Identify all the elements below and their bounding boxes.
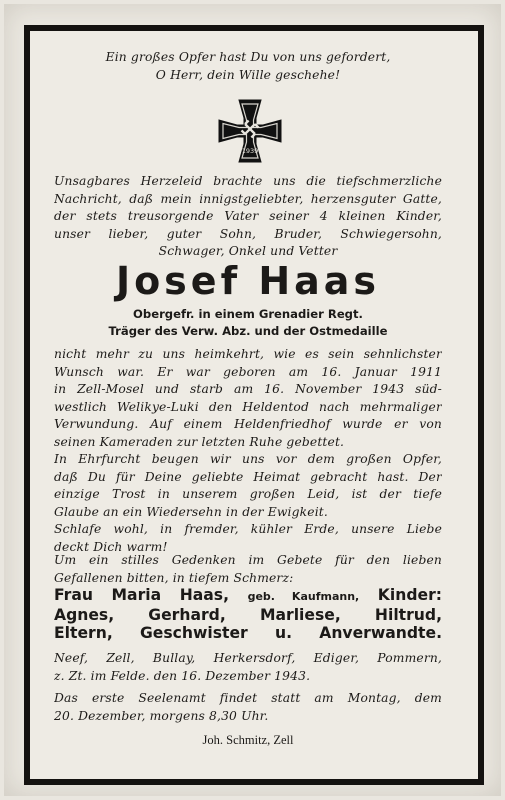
widow-maiden-name: geb. Kaufmann, (247, 590, 360, 603)
rank-line: Träger des Verw. Abz. und der Ostmedaille (108, 324, 388, 338)
places-line: Neef, Zell, Bullay, Herkersdorf, Ediger, Pommern, (54, 651, 442, 665)
body-line: Verwundung. Auf einem Heldenfriedhof wurde er von (54, 417, 442, 431)
intro-line: Schwager, Onkel und Vetter (158, 244, 338, 258)
body-line: seinen Kameraden zur letzten Ruhe gebettet. (54, 434, 345, 449)
mass-line: 20. Dezember, morgens 8,30 Uhr. (54, 708, 269, 723)
family-names (54, 586, 442, 642)
family-line: Eltern, Geschwister u. Anverwandte. (54, 624, 442, 642)
places-text (54, 650, 442, 685)
body-line: Schlafe wohl, in fremder, kühler Erde, unsere Liebe (54, 522, 442, 536)
body-line: in Zell-Mosel und starb am 16. November 1943 süd- (54, 382, 442, 396)
places-line: z. Zt. im Felde. den 16. Dezember 1943. (54, 668, 311, 683)
intro-line: der stets treusorgende Vater seiner 4 kleinen Kinder, (54, 209, 442, 223)
body-line: Glaube an ein Wiedersehn in der Ewigkeit. (54, 504, 328, 519)
cross-year: 1939 (241, 147, 259, 155)
children-label: Kinder: (377, 586, 442, 604)
rank-text (54, 306, 442, 340)
request-text (54, 552, 442, 587)
rank-line: Obergefr. in einem Grenadier Regt. (133, 307, 363, 321)
body-line: westlich Welikye-Luki den Heldentod nach mehrmaliger (54, 399, 442, 414)
body-line: In Ehrfurcht beugen wir uns vor dem großen Opfer, (54, 452, 442, 466)
body-line: daß Du für Deine geliebte Heimat gebracht hast. Der (54, 469, 442, 484)
mass-text (54, 690, 442, 725)
mass-line: Das erste Seelenamt findet statt am Montag, dem (54, 691, 442, 705)
widow-name: Frau Maria Haas, (54, 586, 229, 604)
prayer-text (54, 49, 442, 84)
request-line: Gefallenen bitten, in tiefem Schmerz: (54, 570, 294, 585)
prayer-line: O Herr, dein Wille geschehe! (155, 67, 341, 82)
printer-credit: Joh. Schmitz, Zell (202, 733, 294, 747)
body-line: Wunsch war. Er war geboren am 16. Januar 1911 (54, 364, 442, 379)
deceased-name: Josef Haas (115, 259, 381, 303)
intro-line: Nachricht, daß mein innigstgeliebter, herzensguter Gatte, (54, 191, 442, 206)
iron-cross-icon (217, 98, 283, 164)
body-text (54, 346, 442, 556)
intro-line: unser lieber, guter Sohn, Bruder, Schwiegersohn, (54, 226, 442, 241)
family-line (54, 586, 442, 606)
body-line: einzige Trost in unserem großen Leid, ist der tiefe (54, 487, 442, 501)
body-line: deckt Dich warm! (54, 539, 168, 554)
family-line: Agnes, Gerhard, Marliese, Hiltrud, (54, 606, 442, 624)
request-line: Um ein stilles Gedenken im Gebete für den lieben (54, 553, 442, 567)
prayer-line: Ein großes Opfer hast Du von uns gefordert, (105, 50, 391, 64)
intro-text (54, 173, 442, 261)
intro-line: Unsagbares Herzeleid brachte uns die tiefschmerzliche (54, 174, 442, 188)
body-line: nicht mehr zu uns heimkehrt, wie es sein sehnlichster (54, 347, 442, 361)
